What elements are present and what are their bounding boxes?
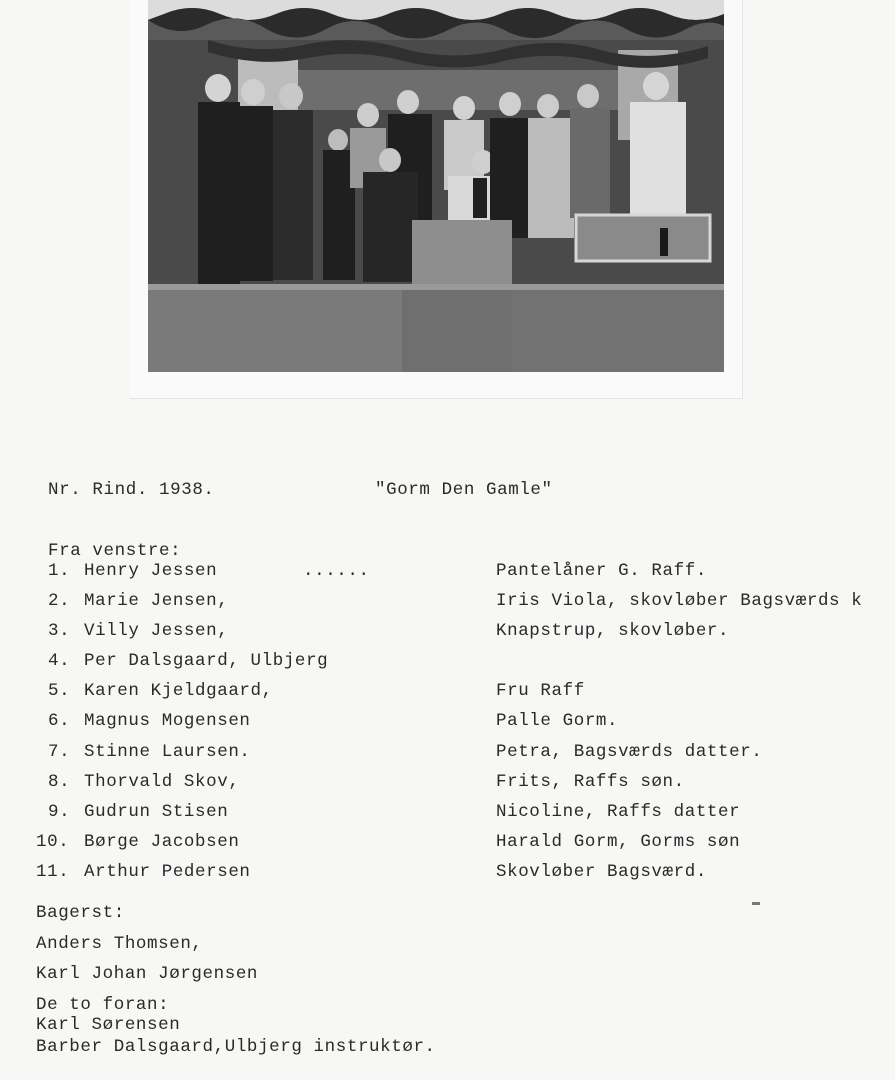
cast-actor: Per Dalsgaard, Ulbjerg [84, 651, 329, 671]
cast-actor: Marie Jensen, [84, 591, 229, 611]
cast-number: 7. [48, 742, 71, 762]
cast-role: Knapstrup, skovløber. [496, 621, 730, 641]
cast-role: Fru Raff [496, 681, 585, 701]
cast-role: Harald Gorm, Gorms søn [496, 832, 741, 852]
place-year: Nr. Rind. 1938. [48, 480, 215, 500]
cast-actor: Gudrun Stisen [84, 802, 229, 822]
cast-number: 2. [48, 591, 71, 611]
cast-number: 4. [48, 651, 71, 671]
cast-actor: Arthur Pedersen [84, 862, 251, 882]
cast-role: Pantelåner G. Raff. [496, 561, 707, 581]
cast-role: Palle Gorm. [496, 711, 619, 731]
cast-role: Skovløber Bagsværd. [496, 862, 707, 882]
cast-number: 5. [48, 681, 71, 701]
cast-actor: Stinne Laursen. [84, 742, 251, 762]
cast-actor: Børge Jacobsen [84, 832, 240, 852]
leader-dots: ...... [303, 561, 370, 581]
theatre-group-photo [148, 0, 724, 372]
cast-role: Frits, Raffs søn. [496, 772, 685, 792]
front-name: Barber Dalsgaard,Ulbjerg instruktør. [36, 1037, 436, 1057]
back-row-name: Karl Johan Jørgensen [36, 964, 259, 984]
cast-actor: Henry Jessen [84, 561, 218, 581]
photo-mount [130, 0, 743, 399]
ink-mark [752, 902, 760, 905]
cast-number: 6. [48, 711, 71, 731]
cast-role: Nicoline, Raffs datter [496, 802, 741, 822]
cast-number: 9. [48, 802, 71, 822]
cast-number: 11. [36, 862, 70, 882]
photo-illustration [148, 0, 724, 372]
cast-role: Petra, Bagsværds datter. [496, 742, 763, 762]
cast-number: 3. [48, 621, 71, 641]
front-name: Karl Sørensen [36, 1015, 181, 1035]
cast-actor: Thorvald Skov, [84, 772, 240, 792]
cast-actor: Villy Jessen, [84, 621, 229, 641]
cast-number: 10. [36, 832, 70, 852]
cast-role: Iris Viola, skovløber Bagsværds k [496, 591, 863, 611]
cast-number: 8. [48, 772, 71, 792]
back-row-heading: Bagerst: [36, 903, 125, 923]
cast-actor: Magnus Mogensen [84, 711, 251, 731]
play-title: "Gorm Den Gamle" [375, 480, 553, 500]
section-from-left: Fra venstre: [48, 541, 182, 561]
front-heading: De to foran: [36, 995, 170, 1015]
cast-actor: Karen Kjeldgaard, [84, 681, 273, 701]
cast-number: 1. [48, 561, 71, 581]
back-row-name: Anders Thomsen, [36, 934, 203, 954]
